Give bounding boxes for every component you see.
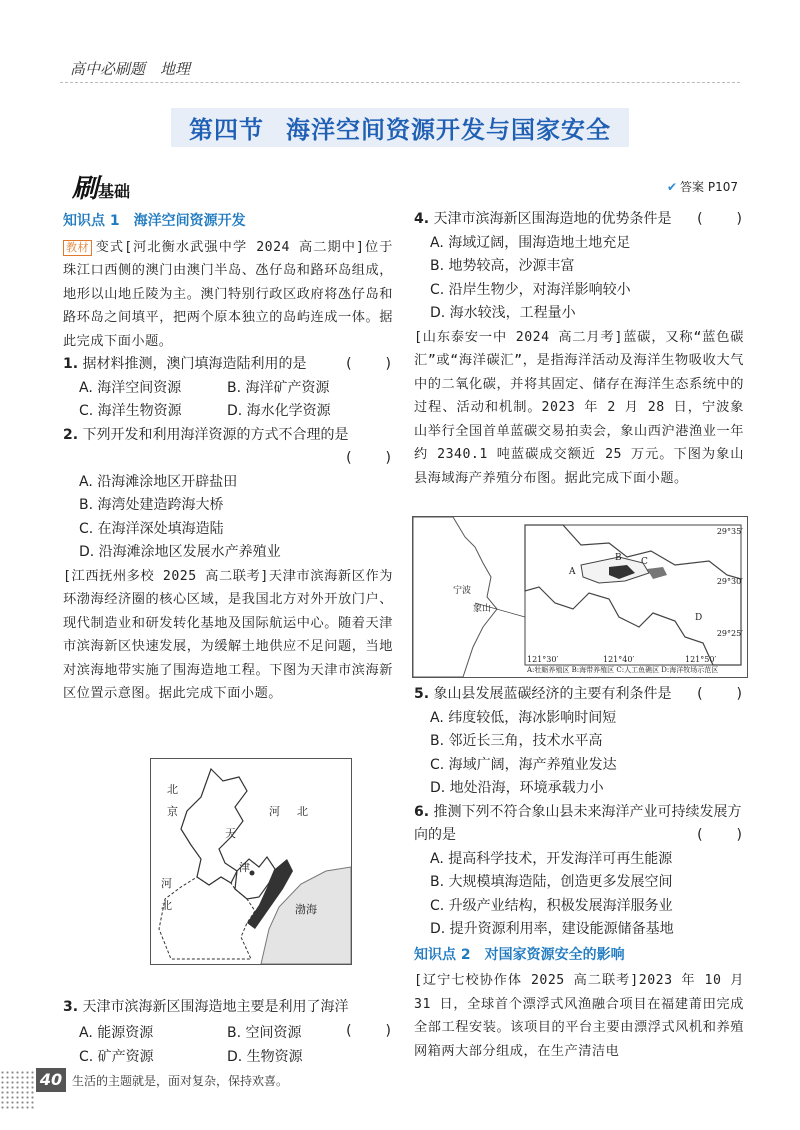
question-2 [63,424,393,448]
question-3 [63,996,393,1020]
textbook-tag: 教材 [63,240,92,256]
map2-legend: A:牡蛎养殖区 B:海带养殖区 C:人工鱼礁区 D:海洋牧场示范区 [527,666,719,674]
q6-option-b[interactable]: B. 大规模填海造陆，创造更多发展空间 [430,874,673,890]
q4-number: 4. [414,211,430,227]
q1-answer-blank[interactable]: ( ) [346,356,393,372]
kp1-title: 海洋空间资源开发 [133,213,246,229]
page-dots-decoration [0,1070,36,1110]
map1-label-jing: 京 [167,805,178,818]
q5-answer-blank[interactable]: ( ) [697,686,744,702]
map2-lon-3: 121°50′ [685,655,717,664]
brush-basics-label [72,168,130,205]
q1-option-b[interactable]: B. 海洋矿产资源 [227,379,330,396]
q3-options-row1 [63,1022,393,1046]
map1-label-he1: 河 [269,805,280,818]
q5-option-b[interactable]: B. 邻近长三角，技术水平高 [430,733,603,749]
q1-option-a[interactable]: A. 海洋空间资源 [79,379,182,396]
q1-number: 1. [63,356,79,372]
map2-zone-d: D [695,613,703,623]
kp2-title: 对国家资源安全的影响 [484,946,625,963]
left-column [63,208,393,706]
q4-answer-blank[interactable]: ( ) [697,211,744,227]
check-icon: ✔ [666,180,678,194]
q6-option-d[interactable]: D. 提升资源利用率，建设能源储备基地 [430,921,674,937]
map1-label-bohai: 渤海 [295,903,317,916]
map1-label-he2: 河 [161,877,172,890]
question-5 [414,683,744,707]
map1-label-bei2: 北 [297,805,308,818]
q1-stem: 据材料推测，澳门填海造陆利用的是 [82,356,307,372]
q5-stem: 象山县发展蓝碳经济的主要有利条件是 [433,686,672,702]
knowledge-point-2 [414,944,744,968]
q1-option-d[interactable]: D. 海水化学资源 [227,403,331,419]
q4-option-c[interactable]: C. 沿岸生物少，对海洋影响较小 [430,281,631,298]
q3-option-d[interactable]: D. 生物资源 [227,1048,303,1065]
tianjin-map-svg [151,759,351,964]
page-header [0,0,800,90]
q4-option-a[interactable]: A. 海域辽阔，围海造地土地充足 [430,234,631,251]
map2-lat-3: 29°25′ [716,629,743,638]
map2-zone-a: A [569,567,576,577]
section-title-bar [0,108,800,147]
map2-zone-b: B [615,553,622,563]
q2-option-a[interactable]: A. 沿海滩涂地区开辟盐田 [79,473,238,490]
basics-text: 基础 [98,182,131,201]
answer-reference [667,178,738,195]
passage-macau [63,236,393,354]
q2-option-d[interactable]: D. 沿海滩涂地区发展水产养殖业 [79,544,281,560]
map1-label-tian: 天 [225,827,236,840]
answer-page: 答案 P107 [680,180,738,194]
map2-lon-1: 121°30′ [527,655,559,664]
kp2-label: 知识点 2 [414,946,471,963]
q2-blank-row [63,447,393,471]
tianjin-map [150,758,352,965]
q3-option-b[interactable]: B. 空间资源 [227,1025,302,1041]
section-number: 第四节 [189,116,264,144]
q3-options [63,1022,393,1069]
q6-stem: 推测下列不符合象山县未来海洋产业可持续发展方向的是 [414,803,742,843]
header-divider [60,82,740,83]
q4-option-b[interactable]: B. 地势较高，沙源丰富 [430,258,575,274]
q3-stem: 天津市滨海新区围海造地主要是利用了海洋 [82,999,349,1015]
q3-number: 3. [63,999,79,1015]
footer-motto: 生活的主题就是，面对复杂，保持欢喜。 [72,1074,289,1088]
page-number: 40 [36,1068,66,1092]
passage-macau-text: 变式[河北衡水武强中学 2024 高二期中]位于珠江口西侧的澳门由澳门半岛、氹仔岛和路环岛组成，地形以山地丘陵为主。澳门特别行政区政府将氹仔岛和路环岛之间填平，把两个原本独立的岛屿连成一体。据此完成下面小题。 [63,239,393,349]
question-4 [414,208,744,232]
q1-option-c[interactable]: C. 海洋生物资源 [79,403,182,419]
passage-blue-carbon: [山东泰安一中 2024 高二月考]蓝碳，又称“蓝色碳汇”或“海洋碳汇”，是指海洋活动及海洋生物吸收大气中的二氧化碳，并将其固定、储存在海洋生态系统中的过程、活动和机制。2023 年 2 月 28 日，宁波象山举行全国首单蓝碳交易拍卖会，象山西沪港渔业一年约 2340.1 吨蓝碳成交额近 25 万元。下图为象山县海域海产养殖分布图。据此完成下面小题。 [414,329,744,486]
q2-option-b[interactable]: B. 海湾处建造跨海大桥 [79,497,224,513]
section-name: 海洋空间资源开发与国家安全 [286,116,611,144]
xiangshan-map-svg [413,517,747,677]
map1-label-bei3: 北 [161,899,172,912]
xiangshan-map [412,516,748,678]
map2-county-xiangshan: 象山 [473,604,492,614]
q5-option-d[interactable]: D. 地处沿海，环境承载力小 [430,780,604,796]
q4-stem: 天津市滨海新区围海造地的优势条件是 [433,211,672,227]
q6-answer-blank[interactable]: ( ) [697,827,744,843]
q2-number: 2. [63,426,79,443]
q2-stem: 下列开发和利用海洋资源的方式不合理的是 [82,426,349,443]
q1-options-row1 [63,377,393,401]
q3-options-row2 [63,1046,393,1070]
question-1 [63,353,393,377]
passage-tianjin: [江西抚州多校 2025 高二联考]天津市滨海新区作为环渤海经济圈的核心区域，是我国北方对外开放门户、现代制造业和研发转化基地及国际航运中心。随着天津市滨海新区快速发展，为缓解土地供应不足问题，当地对滨海地带实施了围海造地工程。下图为天津市滨海新区位置示意图。据此完成下面小题。 [63,568,393,701]
q6-option-a[interactable]: A. 提高科学技术，开发海洋可再生能源 [430,850,673,867]
map2-zone-c: C [641,557,648,567]
q6-option-c[interactable]: C. 升级产业结构，积极发展海洋服务业 [430,897,673,914]
ningbo-coast [413,517,497,677]
question-6 [414,801,744,848]
q3-option-a[interactable]: A. 能源资源 [79,1025,154,1041]
q3-option-c[interactable]: C. 矿产资源 [79,1048,154,1065]
section-title [171,108,629,147]
q4-option-d[interactable]: D. 海水较浅，工程量小 [430,305,576,321]
map2-lat-2: 29°30′ [716,577,743,586]
map2-city-ningbo: 宁波 [453,586,472,596]
q2-option-c[interactable]: C. 在海洋深处填海造陆 [79,520,224,537]
passage-fujian: [辽宁七校协作体 2025 高二联考]2023 年 10 月 31 日，全球首个漂浮式风渔融合项目在福建莆田完成全部工程安装。该项目的平台主要由漂浮式风机和养殖网箱两大部分组成，在生产清洁电 [414,973,744,1059]
brush-char: 刷 [72,174,99,204]
q5-number: 5. [414,686,430,702]
knowledge-point-1 [63,210,393,234]
kp1-label: 知识点 1 [63,213,120,229]
q1-options-row2 [63,400,393,424]
map2-lon-2: 121°40′ [603,655,635,664]
right-column-lower [414,683,744,1063]
beijing-boundary [181,769,247,885]
right-column [414,208,744,490]
q5-option-c[interactable]: C. 海域广阔，海产养殖业发达 [430,756,617,773]
q3-answer-blank[interactable]: ( ) [346,1022,393,1039]
map1-label-jin: 津 [239,861,250,874]
tianjin-city-dot [250,871,255,876]
map2-lat-1: 29°35′ [716,527,743,536]
book-title: 高中必刷题 地理 [70,60,191,78]
q6-number: 6. [414,803,430,820]
map1-label-bei1: 北 [167,783,178,796]
q2-answer-blank[interactable]: ( ) [346,450,393,466]
q5-option-a[interactable]: A. 纬度较低，海冰影响时间短 [430,709,617,726]
